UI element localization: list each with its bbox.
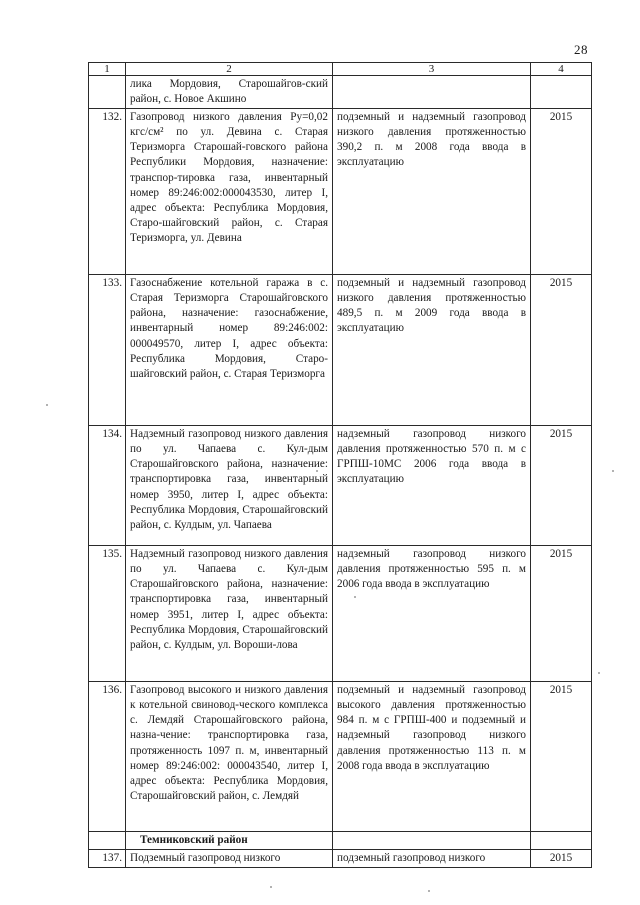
table-row <box>89 546 592 682</box>
table-header-row <box>89 63 592 76</box>
row-number: 136. <box>89 682 126 832</box>
column-header: 2 <box>126 63 333 76</box>
object-description: Газопровод низкого давления Ру=0,02 кгс/см² по ул. Девина с. Старая Теризморга Старошай-говского района Республики Мордовия, назначение: транспор-тировка газа, инвентарный номер 89:246:002:000043530, литер I, адрес объекта: Республика Мордовия, Старо-шайговский район, с. Старая Теризморга, ул. Девина <box>126 109 333 275</box>
column-header: 4 <box>531 63 592 76</box>
object-description: лика Мордовия, Старошайгов-ский район, с. Новое Акшино <box>126 76 333 109</box>
year-cell <box>531 76 592 109</box>
table-row <box>89 76 592 109</box>
object-description: Газоснабжение котельной гаража в с. Старая Теризморга Старошайговского района, назначение: газоснабжение, инвентарный номер 89:246:002: 000049570, литер I, адрес объекта: Республика Мордовия, Старо-шайговский район, с. Старая Теризморга <box>126 275 333 426</box>
scan-speck <box>316 470 318 472</box>
row-number: 132. <box>89 109 126 275</box>
year-cell: 2015 <box>531 426 592 546</box>
column-header: 3 <box>333 63 531 76</box>
row-number: 135. <box>89 546 126 682</box>
section-row <box>89 832 592 850</box>
table-row <box>89 850 592 868</box>
year-cell: 2015 <box>531 850 592 868</box>
scan-speck <box>270 886 272 888</box>
year-cell: 2015 <box>531 109 592 275</box>
year-cell: 2015 <box>531 275 592 426</box>
technical-characteristics: подземный и надземный газопровод низкого давления протяженностью 489,5 п. м 2009 года ввода в эксплуатацию <box>333 275 531 426</box>
scan-speck <box>46 404 48 406</box>
scan-speck <box>428 890 430 892</box>
scan-speck <box>354 596 356 598</box>
row-number <box>89 76 126 109</box>
technical-characteristics: подземный газопровод низкого <box>333 850 531 868</box>
page-number: 28 <box>574 42 588 57</box>
scan-speck <box>612 470 614 472</box>
technical-characteristics: надземный газопровод низкого давления протяженностью 570 п. м с ГРПШ-10МС 2006 года ввода в эксплуатацию <box>333 426 531 546</box>
section-empty-cell <box>531 832 592 850</box>
year-cell: 2015 <box>531 682 592 832</box>
object-description: Надземный газопровод низкого давления по ул. Чапаева с. Кул-дым Старошайговского района, назначение: транспортировка газа, инвентарный номер 3951, литер I, адрес объекта: Республика Мордовия, Старошайговский район, с. Кулдым, ул. Вороши-лова <box>126 546 333 682</box>
row-number: 137. <box>89 850 126 868</box>
year-cell: 2015 <box>531 546 592 682</box>
object-description: Подземный газопровод низкого <box>126 850 333 868</box>
section-empty-cell <box>333 832 531 850</box>
section-empty-cell <box>89 832 126 850</box>
object-description: Надземный газопровод низкого давления по ул. Чапаева с. Кул-дым Старошайговского района, назначение: транспортировка газа, инвентарный номер 3950, литер I, адрес объекта: Республика Мордовия, Старошайговский район, с. Кулдым, ул. Чапаева <box>126 426 333 546</box>
technical-characteristics: подземный и надземный газопровод высокого давления протяженностью 984 п. м с ГРПШ-400 и подземный и надземный газопровод низкого давления протяженностью 113 п. м 2008 года ввода в эксплуатацию <box>333 682 531 832</box>
table-row <box>89 426 592 546</box>
technical-characteristics: надземный газопровод низкого давления протяженностью 595 п. м 2006 года ввода в эксплуатацию <box>333 546 531 682</box>
table-row <box>89 275 592 426</box>
technical-characteristics: подземный и надземный газопровод низкого давления протяженностью 390,2 п. м 2008 года ввода в эксплуатацию <box>333 109 531 275</box>
object-description: Газопровод высокого и низкого давления к котельной свиновод-ческого комплекса с. Лемдяй Старошайговского района, назна-чение: транспортировка газа, протяженность 1097 п. м, инвентарный номер 89:246:002: 000043540, литер I, адрес объекта: Республика Мордовия, Старошайговский район, с. Лемдяй <box>126 682 333 832</box>
scan-speck <box>598 672 600 674</box>
registry-table <box>88 62 592 868</box>
column-header: 1 <box>89 63 126 76</box>
table-row <box>89 109 592 275</box>
section-title: Темниковский район <box>126 832 333 850</box>
row-number: 133. <box>89 275 126 426</box>
technical-characteristics <box>333 76 531 109</box>
table-row <box>89 682 592 832</box>
row-number: 134. <box>89 426 126 546</box>
